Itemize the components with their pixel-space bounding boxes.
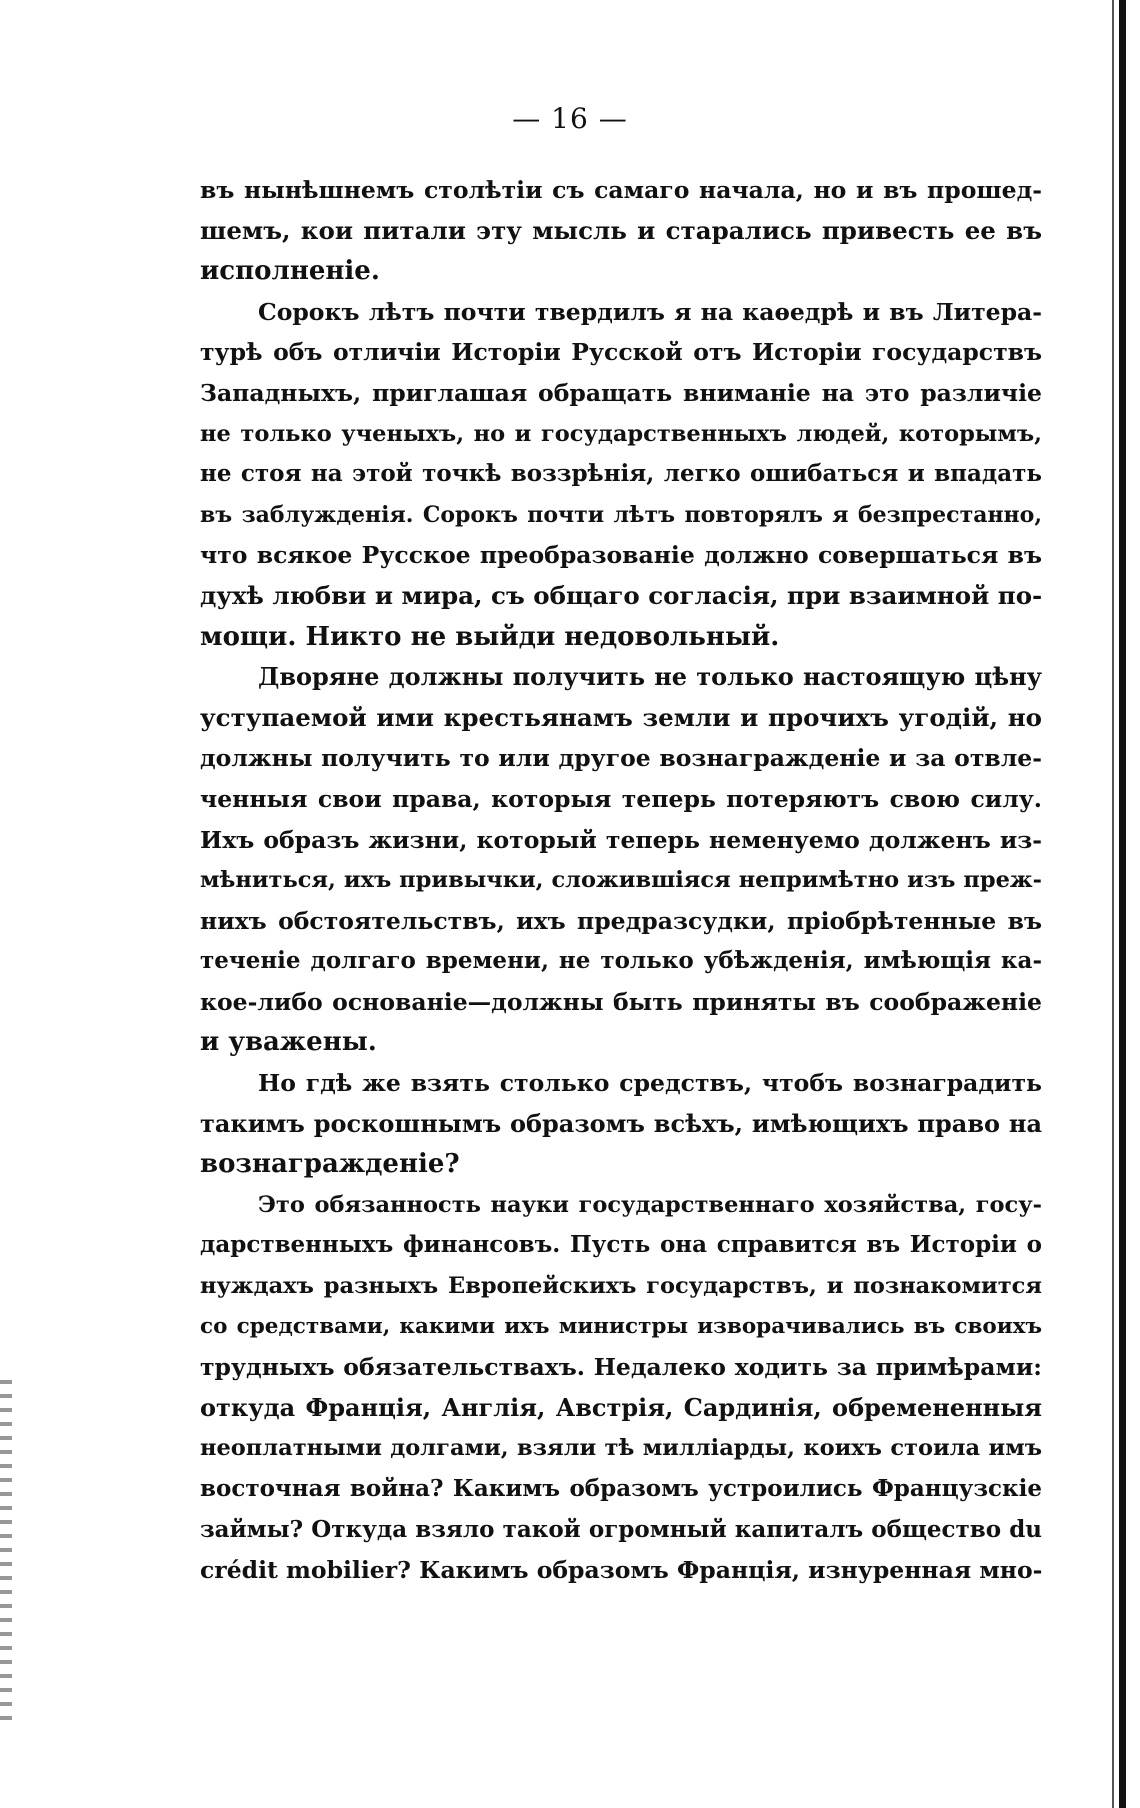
page-number: — 16 —	[512, 102, 628, 135]
text-line: въ заблужденія. Сорокъ почти лѣтъ повторялъ я безпрестанно,	[200, 501, 1042, 528]
text-line: Сорокъ лѣтъ почти твердилъ я на каѳедрѣ и въ Литера-	[258, 297, 1042, 326]
text-line: и уважены.	[200, 1027, 377, 1058]
text-line: Но гдѣ же взять столько средствъ, чтобъ вознаградить	[258, 1069, 1042, 1098]
text-line: должны получить то или другое вознагражденіе и за отвле-	[200, 744, 1042, 773]
text-line: шемъ, кои питали эту мысль и старались привесть ее въ	[200, 215, 1042, 245]
text-line: что всякое Русское преобразованіе должно совершаться въ	[200, 541, 1042, 570]
text-line: трудныхъ обязательствахъ. Недалеко ходить за примѣрами:	[200, 1353, 1042, 1382]
text-line: кое-либо основаніе—должны быть приняты въ соображеніе	[200, 987, 1042, 1016]
text-line: Западныхъ, приглашая обращать вниманіе на это различіе	[200, 378, 1042, 407]
text-line: ченныя свои права, которыя теперь потеряютъ свою силу.	[200, 784, 1042, 813]
text-line: духѣ любви и мира, съ общаго согласія, при взаимной по-	[200, 580, 1042, 610]
binding-specks	[0, 1380, 12, 1720]
text-line: восточная война? Какимъ образомъ устроились Французскіе	[200, 1475, 1042, 1502]
text-line: мѣниться, ихъ привычки, сложившіяся непримѣтно изъ преж-	[200, 867, 1042, 894]
text-line: откуда Франція, Англія, Австрія, Сардинія, обремененныя	[200, 1392, 1042, 1422]
text-line: нихъ обстоятельствъ, ихъ предразсудки, пріобрѣтенные въ	[200, 906, 1042, 935]
text-line: уступаемой ими крестьянамъ земли и прочихъ угодій, но	[200, 702, 1042, 732]
text-line: дарственныхъ финансовъ. Пусть она справится въ Исторіи о	[200, 1231, 1042, 1259]
text-line: вознагражденіе?	[200, 1149, 460, 1180]
text-line: Дворяне должны получить не только настоящую цѣну	[258, 662, 1042, 692]
page-edge-shadow	[1119, 0, 1126, 1808]
page-edge-line	[1112, 0, 1114, 1808]
text-line: въ нынѣшнемъ столѣтіи съ самаго начала, но и въ прошед-	[200, 176, 1042, 204]
text-line: не только ученыхъ, но и государственныхъ людей, которымъ,	[200, 420, 1042, 447]
text-line: Ихъ образъ жизни, который теперь неменуемо долженъ из-	[200, 825, 1042, 854]
text-line: нуждахъ разныхъ Европейскихъ государствъ, и познакомится	[200, 1273, 1042, 1300]
text-line: мощи. Никто не выйди недовольный.	[200, 621, 780, 652]
text-line: турѣ объ отличіи Исторіи Русской отъ Исторіи государствъ	[200, 338, 1042, 367]
text-line: crédit mobilier? Какимъ образомъ Франція, изнуренная мно-	[200, 1556, 1042, 1585]
text-line: неоплатными долгами, взяли тѣ милліарды, коихъ стоила имъ	[200, 1435, 1042, 1462]
text-line: исполненіе.	[200, 256, 380, 287]
text-line: такимъ роскошнымъ образомъ всѣхъ, имѣющихъ право на	[200, 1108, 1042, 1138]
body-text	[200, 170, 1042, 1591]
text-line: не стоя на этой точкѣ воззрѣнія, легко ошибаться и впадать	[200, 460, 1042, 488]
text-line: теченіе долгаго времени, не только убѣжденія, имѣющія ка-	[200, 947, 1042, 975]
text-line: займы? Откуда взяло такой огромный капиталъ общество du	[200, 1515, 1042, 1543]
text-line: Это обязанность науки государственнаго хозяйства, госу-	[258, 1191, 1042, 1218]
text-line: со средствами, какими ихъ министры изворачивались въ своихъ	[200, 1313, 1042, 1339]
